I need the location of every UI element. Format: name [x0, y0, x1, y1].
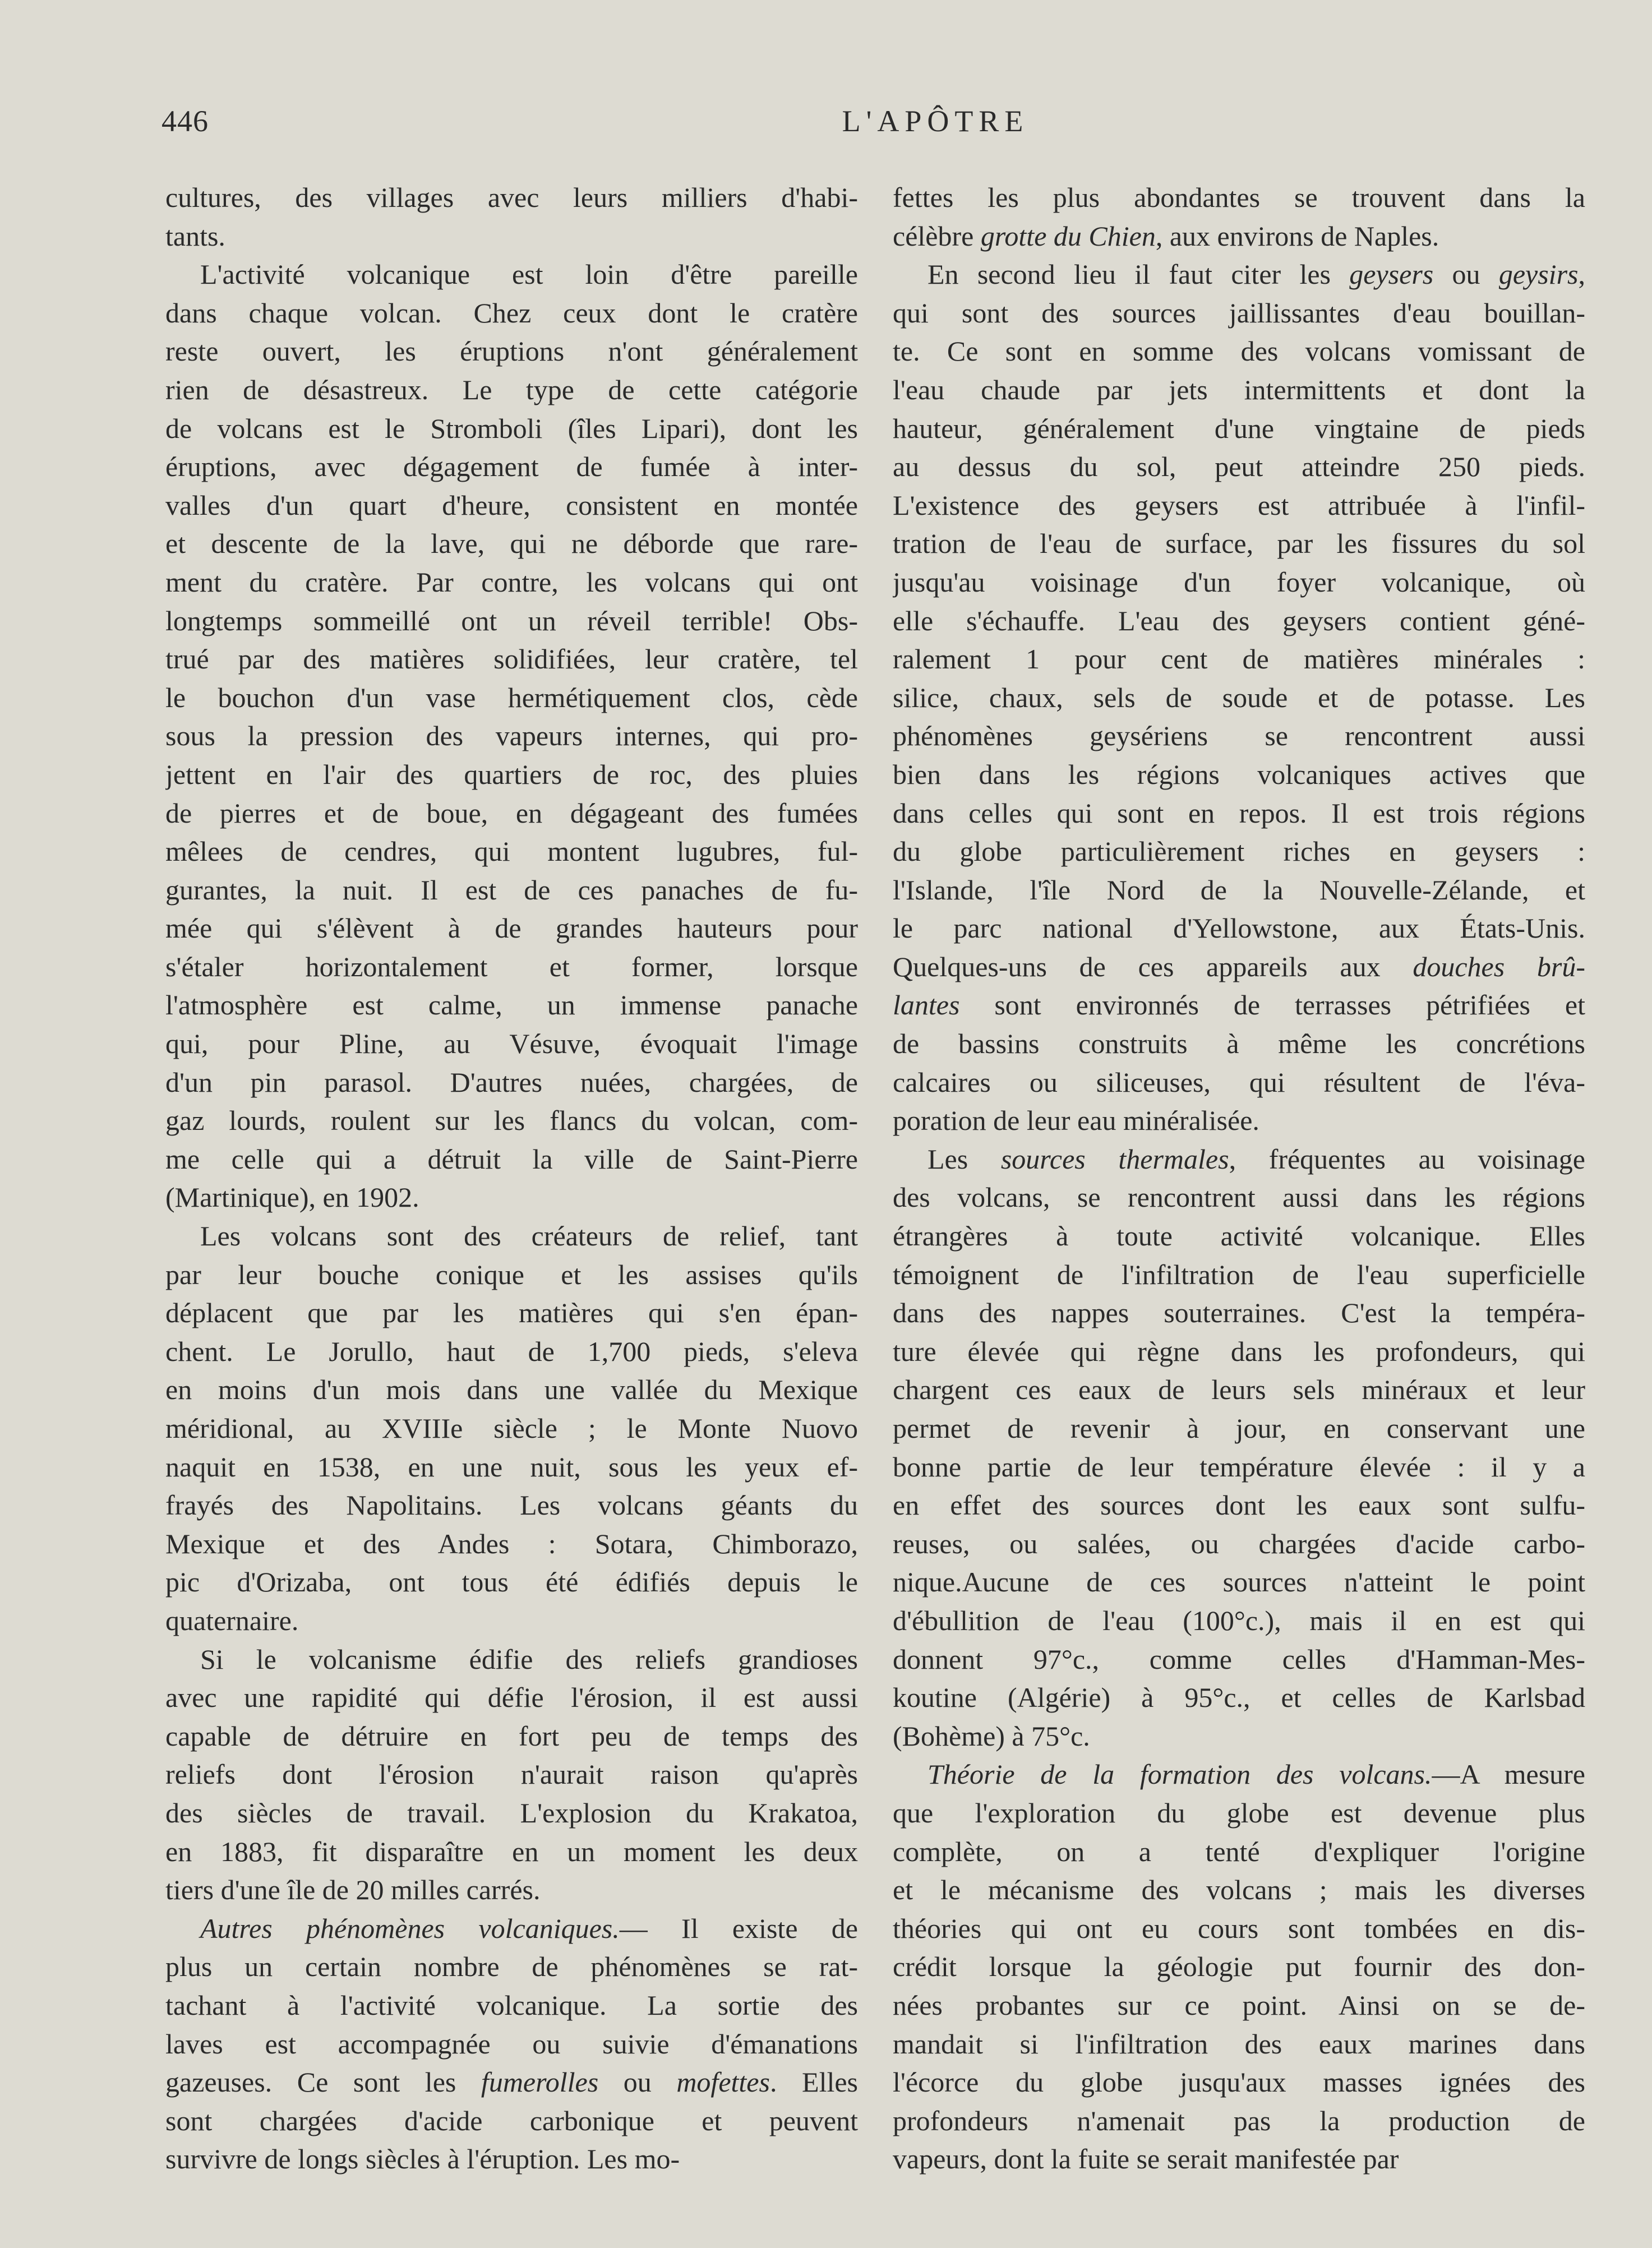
text-line: d'ébullition de l'eau (100°c.), mais il en est qui — [893, 1604, 1585, 1636]
text-line: jusqu'au voisinage d'un foyer volcanique, où — [893, 566, 1585, 598]
text-line: sont chargées d'acide carbonique et peuvent — [165, 2104, 858, 2136]
text-line: déplacent que par les matières qui s'en épan- — [165, 1297, 858, 1329]
text-line: L'existence des geysers est attribuée à l'infil- — [893, 489, 1585, 521]
paragraph — [165, 1640, 858, 1909]
paragraph — [165, 1909, 858, 2178]
text-line: sous la pression des vapeurs internes, qui pro- — [165, 720, 858, 752]
text-line: chargent ces eaux de leurs sels minéraux et leur — [893, 1374, 1585, 1406]
text-line: laves est accompagnée ou suivie d'émanations — [165, 2028, 858, 2060]
text-line: poration de leur eau minéralisée. — [893, 1105, 1259, 1137]
text-line: crédit lorsque la géologie put fournir des don- — [893, 1951, 1585, 1983]
text-line: des siècles de travail. L'explosion du Krakatoa, — [165, 1797, 858, 1829]
paragraph — [165, 1217, 858, 1640]
text-line: calcaires ou siliceuses, qui résultent de l'éva- — [893, 1066, 1585, 1098]
text-line: gaz lourds, roulent sur les flancs du volcan, com- — [165, 1105, 858, 1137]
text-line: avec une rapidité qui défie l'érosion, il est aussi — [165, 1682, 858, 1714]
text-line: en 1883, fit disparaître en un moment les deux — [165, 1835, 858, 1867]
text-line: plus un certain nombre de phénomènes se rat- — [165, 1951, 858, 1983]
text-line: l'Islande, l'île Nord de la Nouvelle-Zélande, et — [893, 874, 1585, 906]
text-line: que l'exploration du globe est devenue plus — [893, 1797, 1585, 1829]
text-line: étrangères à toute activité volcanique. Elles — [893, 1220, 1585, 1252]
text-line: phénomènes geysériens se rencontrent aussi — [893, 720, 1585, 752]
text-line: ture élevée qui règne dans les profondeurs, qui — [893, 1335, 1585, 1367]
text-line: l'eau chaude par jets intermittents et dont la — [893, 373, 1585, 405]
text-line: en effet des sources dont les eaux sont sulfu- — [893, 1489, 1585, 1521]
text-line: le bouchon d'un vase hermétiquement clos, cède — [165, 681, 858, 713]
paragraph — [165, 255, 858, 1217]
text-line: tiers d'une île de 20 milles carrés. — [165, 1874, 541, 1906]
text-line: quaternaire. — [165, 1604, 299, 1636]
text-line: complète, on a tenté d'expliquer l'origine — [893, 1835, 1585, 1867]
text-line: bonne partie de leur température élevée : il y a — [893, 1451, 1585, 1483]
text-line: donnent 97°c., comme celles d'Hamman-Mes- — [893, 1643, 1585, 1675]
text-line: valles d'un quart d'heure, consistent en montée — [165, 489, 858, 521]
text-line: hauteur, généralement d'une vingtaine de pieds — [893, 412, 1585, 444]
text-line: gazeuses. Ce sont les fumerolles ou mofettes. Elles — [165, 2066, 858, 2098]
text-line: profondeurs n'amenait pas la production de — [893, 2104, 1585, 2136]
text-line: qui sont des sources jaillissantes d'eau bouillan- — [893, 297, 1585, 329]
text-line: l'écorce du globe jusqu'aux masses ignées des — [893, 2066, 1585, 2098]
paragraph — [893, 255, 1585, 1140]
page-header — [161, 104, 1586, 143]
text-line: du globe particulièrement riches en geysers : — [893, 836, 1585, 867]
text-line: Autres phénomènes volcaniques.— Il existe de — [200, 1912, 858, 1944]
text-line: (Martinique), en 1902. — [165, 1181, 419, 1213]
text-line: Si le volcanisme édifie des reliefs grandioses — [200, 1643, 858, 1675]
text-line: le parc national d'Yellowstone, aux États-Unis. — [893, 912, 1585, 944]
text-line: capable de détruire en fort peu de temps des — [165, 1720, 858, 1752]
text-line: Quelques-uns de ces appareils aux douches brû- — [893, 950, 1585, 982]
left-column — [165, 178, 858, 2178]
paragraph — [165, 178, 858, 255]
text-line: de volcans est le Stromboli (îles Lipari), dont les — [165, 412, 858, 444]
text-line: vapeurs, dont la fuite se serait manifestée par — [893, 2143, 1399, 2175]
text-line: célèbre grotte du Chien, aux environs de Naples. — [893, 220, 1439, 252]
text-line: jettent en l'air des quartiers de roc, des pluies — [165, 758, 858, 790]
paragraph — [893, 178, 1585, 255]
text-line: permet de revenir à jour, en conservant une — [893, 1412, 1585, 1444]
text-line: nées probantes sur ce point. Ainsi on se de- — [893, 1989, 1585, 2021]
text-line: survivre de longs siècles à l'éruption. Les mo- — [165, 2143, 680, 2175]
text-line: pic d'Orizaba, ont tous été édifiés depuis le — [165, 1566, 858, 1598]
text-line: Les sources thermales, fréquentes au voisinage — [927, 1143, 1585, 1175]
text-line: de bassins construits à même les concrétions — [893, 1028, 1585, 1060]
text-line: frayés des Napolitains. Les volcans géants du — [165, 1489, 858, 1521]
text-line: au dessus du sol, peut atteindre 250 pieds. — [893, 451, 1585, 483]
text-line: cultures, des villages avec leurs milliers d'habi- — [165, 182, 858, 213]
text-line: dans chaque volcan. Chez ceux dont le cratère — [165, 297, 858, 329]
text-line: Mexique et des Andes : Sotara, Chimborazo, — [165, 1527, 858, 1559]
text-line: trué par des matières solidifiées, leur cratère, tel — [165, 643, 858, 675]
text-line: témoignent de l'infiltration de l'eau superficielle — [893, 1258, 1585, 1290]
text-line: l'atmosphère est calme, un immense panache — [165, 989, 858, 1021]
text-line: me celle qui a détruit la ville de Saint-Pierre — [165, 1143, 858, 1175]
text-line: d'un pin parasol. D'autres nuées, chargées, de — [165, 1066, 858, 1098]
text-line: rien de désastreux. Le type de cette catégorie — [165, 373, 858, 405]
text-line: naquit en 1538, en une nuit, sous les yeux ef- — [165, 1451, 858, 1483]
text-line: te. Ce sont en somme des volcans vomissant de — [893, 335, 1585, 367]
text-line: reuses, ou salées, ou chargées d'acide carbo- — [893, 1527, 1585, 1559]
text-line: tants. — [165, 220, 225, 252]
text-line: En second lieu il faut citer les geysers ou geysirs, — [927, 259, 1585, 290]
text-line: gurantes, la nuit. Il est de ces panaches de fu- — [165, 874, 858, 906]
text-line: bien dans les régions volcaniques actives que — [893, 758, 1585, 790]
text-line: des volcans, se rencontrent aussi dans les régions — [893, 1181, 1585, 1213]
text-line: tachant à l'activité volcanique. La sortie des — [165, 1989, 858, 2021]
text-line: mandait si l'infiltration des eaux marines dans — [893, 2028, 1585, 2060]
right-column — [893, 178, 1585, 2178]
text-line: L'activité volcanique est loin d'être pareille — [200, 259, 858, 290]
text-line: éruptions, avec dégagement de fumée à inter- — [165, 451, 858, 483]
running-title: L'APÔTRE — [842, 104, 1029, 138]
text-line: tration de l'eau de surface, par les fissures du sol — [893, 528, 1585, 560]
page-number: 446 — [161, 104, 209, 138]
text-line: théories qui ont eu cours sont tombées en dis- — [893, 1912, 1585, 1944]
text-line: koutine (Algérie) à 95°c., et celles de Karlsbad — [893, 1682, 1585, 1714]
text-line: par leur bouche conique et les assises qu'ils — [165, 1258, 858, 1290]
text-line: lantes sont environnés de terrasses pétrifiées et — [893, 989, 1585, 1021]
text-line: reliefs dont l'érosion n'aurait raison qu'après — [165, 1758, 858, 1790]
text-line: reste ouvert, les éruptions n'ont généralement — [165, 335, 858, 367]
text-line: et le mécanisme des volcans ; mais les diverses — [893, 1874, 1585, 1906]
text-line: (Bohème) à 75°c. — [893, 1720, 1090, 1752]
text-line: silice, chaux, sels de soude et de potasse. Les — [893, 681, 1585, 713]
text-line: nique.Aucune de ces sources n'atteint le point — [893, 1566, 1585, 1598]
text-line: ralement 1 pour cent de matières minérales : — [893, 643, 1585, 675]
text-line: longtemps sommeillé ont un réveil terrible! Obs- — [165, 604, 858, 636]
text-line: qui, pour Pline, au Vésuve, évoquait l'image — [165, 1028, 858, 1060]
text-line: dans celles qui sont en repos. Il est trois régions — [893, 797, 1585, 829]
text-line: et descente de la lave, qui ne déborde que rare- — [165, 528, 858, 560]
text-line: de pierres et de boue, en dégageant des fumées — [165, 797, 858, 829]
text-line: Théorie de la formation des volcans.—A mesure — [927, 1758, 1585, 1790]
text-line: dans des nappes souterraines. C'est la tempéra- — [893, 1297, 1585, 1329]
text-line: chent. Le Jorullo, haut de 1,700 pieds, s'eleva — [165, 1335, 858, 1367]
text-line: ment du cratère. Par contre, les volcans qui ont — [165, 566, 858, 598]
text-line: Les volcans sont des créateurs de relief, tant — [200, 1220, 858, 1252]
paragraph — [893, 1755, 1585, 2178]
text-line: elle s'échauffe. L'eau des geysers contient géné- — [893, 604, 1585, 636]
paragraph — [893, 1140, 1585, 1756]
text-line: en moins d'un mois dans une vallée du Mexique — [165, 1374, 858, 1406]
text-line: s'étaler horizontalement et former, lorsque — [165, 950, 858, 982]
text-line: méridional, au XVIIIe siècle ; le Monte Nuovo — [165, 1412, 858, 1444]
text-line: fettes les plus abondantes se trouvent dans la — [893, 182, 1585, 213]
text-line: mée qui s'élèvent à de grandes hauteurs pour — [165, 912, 858, 944]
text-line: mêlees de cendres, qui montent lugubres, ful- — [165, 836, 858, 867]
